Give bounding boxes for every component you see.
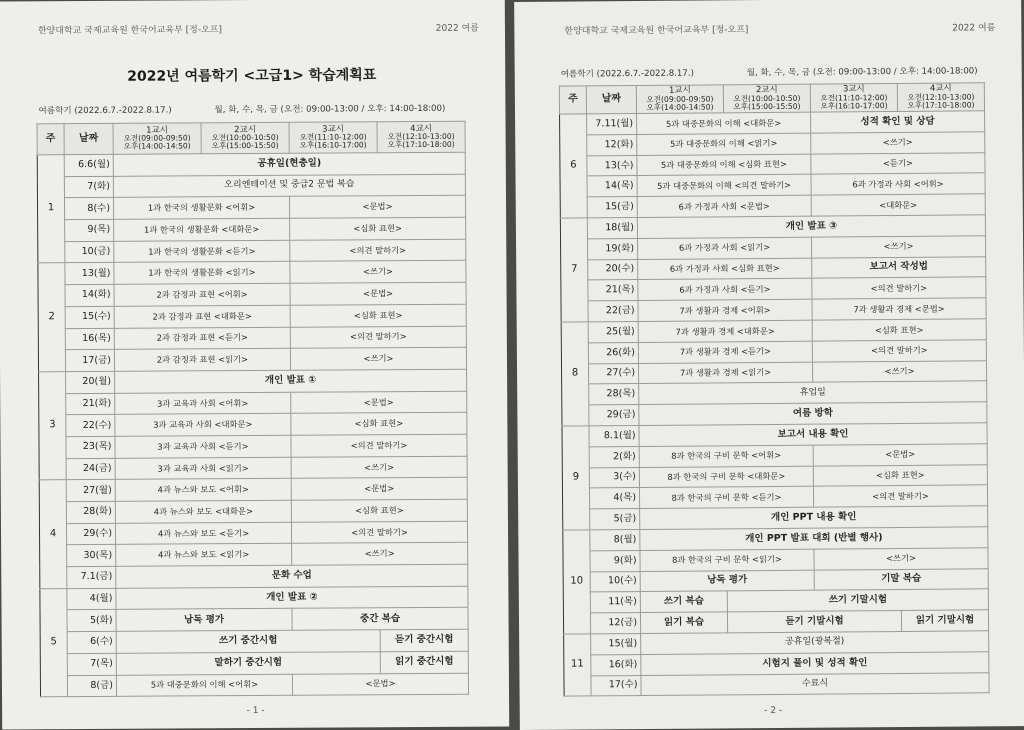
period-2-header: 2교시 오전(10:00-10:50) 오후(15:00-15:50) xyxy=(723,84,810,113)
table-row xyxy=(37,196,465,220)
table-row xyxy=(38,239,466,263)
lesson-cell: <대화문> xyxy=(811,194,985,216)
lesson-cell: 낭독 평가 xyxy=(116,609,292,632)
table-row xyxy=(40,673,468,697)
date-cell: 4(월) xyxy=(67,588,116,610)
lesson-cell: 8과 한국의 구비 문학 <대화문> xyxy=(639,466,813,488)
table-row xyxy=(37,152,465,176)
date-cell: 21(화) xyxy=(66,393,115,415)
exam-cell: 쓰기 중간시험 xyxy=(116,630,380,653)
date-cell: 7.11(월) xyxy=(587,114,637,135)
event-cell: 보고서 작성법 xyxy=(812,256,986,278)
lesson-cell: 6과 가정과 사회 <어휘> xyxy=(811,173,985,195)
date-cell: 9(목) xyxy=(65,219,114,241)
event-cell: 성적 확인 및 상담 xyxy=(811,111,985,133)
season-header: 2022 여름 xyxy=(952,23,996,34)
schedule-page-2 xyxy=(514,0,1024,730)
date-cell: 30(목) xyxy=(67,545,116,567)
week-number: 7 xyxy=(560,218,588,322)
lesson-cell: 3과 교육과 사회 <읽기> xyxy=(115,457,291,480)
date-cell: 19(화) xyxy=(588,238,638,259)
lesson-cell: <심화 표현> xyxy=(290,304,466,327)
period-1-header: 1교시 오전(09:00-09:50) 오후(14:00-14:50) xyxy=(113,123,201,155)
exam-cell: 읽기 중간시험 xyxy=(380,651,468,673)
date-cell: 27(월) xyxy=(66,480,115,502)
week-number: 2 xyxy=(38,263,66,372)
date-cell: 8(월) xyxy=(590,529,640,550)
date-cell: 22(수) xyxy=(66,415,115,437)
lesson-cell: 4과 뉴스와 보도 <듣기> xyxy=(115,522,291,545)
table-row xyxy=(38,326,466,350)
table-row xyxy=(39,369,467,393)
page-number: - 1 - xyxy=(246,705,265,717)
schedule-page-1 xyxy=(0,0,509,730)
date-cell: 16(화) xyxy=(591,654,641,675)
lesson-cell: 4과 뉴스와 보도 <대화문> xyxy=(115,500,291,523)
date-cell: 22(금) xyxy=(588,301,638,322)
date-cell: 6.6(월) xyxy=(64,154,113,176)
event-cell: 개인 발표 ③ xyxy=(637,215,985,239)
date-cell: 24(금) xyxy=(66,458,115,480)
lesson-cell: <쓰기> xyxy=(290,261,466,284)
lesson-cell: 3과 교육과 사회 <어휘> xyxy=(115,392,291,415)
date-cell: 3(수) xyxy=(589,467,639,488)
date-cell: 4(목) xyxy=(589,488,639,509)
event-cell: 시험지 풀이 및 성적 확인 xyxy=(641,652,989,676)
date-cell: 25(월) xyxy=(588,322,638,343)
date-cell: 12(화) xyxy=(587,134,637,155)
table-row xyxy=(39,391,467,415)
week-number: 9 xyxy=(562,426,590,530)
term-hours: 월, 화, 수, 목, 금 (오전: 09:00-13:00 / 오후: 14:00-18:00) xyxy=(214,103,446,116)
table-row xyxy=(39,434,467,458)
lesson-cell: 7과 생활과 경제 <듣기> xyxy=(638,341,812,363)
lesson-cell: <의견 말하기> xyxy=(291,521,467,544)
period-1-header: 1교시 오전(09:00-09:50) 오후(14:00-14:50) xyxy=(636,85,723,114)
date-cell: 6(수) xyxy=(67,631,116,653)
date-cell: 7(화) xyxy=(64,176,113,198)
lesson-cell: <쓰기> xyxy=(812,236,986,258)
date-cell: 12(금) xyxy=(590,613,640,634)
term-hours: 월, 화, 수, 목, 금 (오전: 09:00-13:00 / 오후: 14:00-18:00) xyxy=(746,66,978,79)
date-header: 날짜 xyxy=(586,86,636,114)
table-row xyxy=(40,564,468,588)
date-cell: 28(목) xyxy=(589,384,639,405)
lesson-cell: 4과 뉴스와 보도 <읽기> xyxy=(116,544,292,567)
page-number: - 2 - xyxy=(764,705,783,717)
lesson-cell: <쓰기> xyxy=(290,347,466,370)
period-2-header: 2교시 오전(10:00-10:50) 오후(15:00-15:50) xyxy=(201,122,289,154)
lesson-cell: 6과 가정과 사회 <심화 표현> xyxy=(638,258,812,280)
date-cell: 14(목) xyxy=(587,176,637,197)
event-cell: 공휴일(광복절) xyxy=(641,631,989,655)
lesson-cell: <쓰기> xyxy=(291,456,467,479)
lesson-cell: 2과 감정과 표현 <읽기> xyxy=(114,348,290,371)
event-cell: 읽기 복습 xyxy=(640,612,727,633)
table-row xyxy=(39,521,467,545)
table-row xyxy=(39,499,467,523)
date-cell: 5(화) xyxy=(67,610,116,632)
lesson-cell: <의견 말하기> xyxy=(291,434,467,457)
date-cell: 27(수) xyxy=(588,363,638,384)
lesson-cell: <의견 말하기> xyxy=(812,340,986,362)
date-cell: 20(월) xyxy=(66,371,115,393)
week-number: 6 xyxy=(560,114,588,218)
table-row xyxy=(38,282,466,306)
schedule-table-1 xyxy=(37,121,469,698)
table-row xyxy=(39,456,467,480)
period-3-header: 3교시 오전(11:10-12:00) 오후(16:10-17:00) xyxy=(289,122,377,154)
lesson-cell: 7과 생활과 경제 <읽기> xyxy=(638,362,812,384)
date-cell: 10(수) xyxy=(590,571,640,592)
date-cell: 10(금) xyxy=(65,241,114,263)
lesson-cell: 6과 가정과 사회 <읽기> xyxy=(638,237,812,259)
date-cell: 2(화) xyxy=(589,446,639,467)
lesson-cell: 5과 대중문화의 이해 <심화 표현> xyxy=(637,154,811,176)
lesson-cell: <의견 말하기> xyxy=(812,277,986,299)
date-cell: 20(수) xyxy=(588,259,638,280)
table-row xyxy=(38,261,466,285)
lesson-cell: <의견 말하기> xyxy=(813,485,987,507)
lesson-cell: <문법> xyxy=(290,282,466,305)
date-cell: 18(월) xyxy=(587,218,637,239)
event-cell: 수료식 xyxy=(641,672,989,696)
exam-cell: 말하기 중간시험 xyxy=(116,652,380,675)
table-row xyxy=(38,304,466,328)
date-cell: 17(수) xyxy=(591,675,641,696)
event-cell: 개인 PPT 내용 확인 xyxy=(640,506,988,530)
lesson-cell: <의견 말하기> xyxy=(290,326,466,349)
lesson-cell: 4과 뉴스와 보도 <어휘> xyxy=(115,479,291,502)
event-cell: 개인 발표 ② xyxy=(116,586,468,610)
date-cell: 8(금) xyxy=(67,675,116,697)
lesson-cell: 6과 가정과 사회 <듣기> xyxy=(638,279,812,301)
lesson-cell: <듣기> xyxy=(811,152,985,174)
week-header: 주 xyxy=(559,86,586,114)
lesson-cell: <심화 표현> xyxy=(812,319,986,341)
week-number: 4 xyxy=(39,480,67,589)
lesson-cell: <쓰기> xyxy=(292,543,468,566)
exam-cell: 쓰기 기말시험 xyxy=(727,589,988,612)
date-cell: 13(월) xyxy=(65,263,114,285)
date-cell: 28(화) xyxy=(66,501,115,523)
term-dates: 여름학기 (2022.6.7.-2022.8.17.) xyxy=(560,68,694,80)
lesson-cell: 5과 대중문화의 이해 <어휘> xyxy=(116,674,292,697)
lesson-cell: 2과 감정과 표현 <어휘> xyxy=(114,283,290,306)
lesson-cell: 5과 대중문화의 이해 <대화문> xyxy=(637,112,811,134)
date-cell: 9(화) xyxy=(590,550,640,571)
date-cell: 13(수) xyxy=(587,155,637,176)
lesson-cell: 중간 복습 xyxy=(292,608,468,631)
date-cell: 29(금) xyxy=(589,405,639,426)
date-cell: 26(화) xyxy=(588,342,638,363)
lesson-cell: 8과 한국의 구비 문학 <읽기> xyxy=(640,549,814,571)
lesson-cell: <의견 말하기> xyxy=(290,239,466,262)
date-cell: 15(월) xyxy=(591,633,641,654)
date-cell: 8(수) xyxy=(64,198,113,220)
week-number: 11 xyxy=(564,634,591,697)
date-cell: 16(목) xyxy=(65,328,114,350)
lesson-cell: 1과 한국의 생활문화 <어휘> xyxy=(113,197,289,220)
event-cell: 기말 복습 xyxy=(814,568,988,590)
lesson-cell: 7과 생활과 경제 <문법> xyxy=(812,298,986,320)
date-cell: 17(금) xyxy=(65,350,114,372)
table-row xyxy=(40,651,468,675)
event-cell: 문화 수업 xyxy=(116,564,468,588)
table-row xyxy=(40,543,468,567)
week-number: 8 xyxy=(561,322,589,426)
lesson-cell: 1과 한국의 생활문화 <읽기> xyxy=(114,262,290,285)
table-row xyxy=(40,586,468,610)
week-number: 10 xyxy=(563,530,591,634)
event-cell: 여름 방학 xyxy=(639,402,987,426)
term-dates: 여름학기 (2022.6.7.-2022.8.17.) xyxy=(38,105,172,117)
table-row xyxy=(40,608,468,632)
date-cell: 23(목) xyxy=(66,436,115,458)
week-number: 5 xyxy=(40,588,68,697)
lesson-cell: 8과 한국의 구비 문학 <어휘> xyxy=(639,445,813,467)
event-cell: 휴업일 xyxy=(639,381,987,405)
institution-header: 한양대학교 국제교육원 한국어교육부 [정-오프] xyxy=(564,25,749,37)
lesson-cell: 5과 대중문화의 이해 <의견 말하기> xyxy=(637,175,811,197)
table-row xyxy=(37,174,465,198)
lesson-cell: <문법> xyxy=(289,196,465,219)
page-title: 2022년 여름학기 <고급1> 학습계획표 xyxy=(127,67,377,85)
period-4-header: 4교시 오전(12:10-13:00) 오후(17:10-18:00) xyxy=(897,83,984,112)
lesson-cell: 3과 교육과 사회 <대화문> xyxy=(115,414,291,437)
lesson-cell: 8과 한국의 구비 문학 <듣기> xyxy=(639,487,813,509)
date-cell: 5(금) xyxy=(590,509,640,530)
table-row xyxy=(39,478,467,502)
table-row xyxy=(38,217,466,241)
lesson-cell: 7과 생활과 경제 <어휘> xyxy=(638,299,812,321)
event-cell: 공휴일(현충일) xyxy=(113,152,465,176)
event-cell: 오리엔테이션 및 중급2 문법 복습 xyxy=(113,174,465,198)
week-header: 주 xyxy=(37,124,64,155)
period-3-header: 3교시 오전(11:10-12:00) 오후(16:10-17:00) xyxy=(810,83,897,112)
date-cell: 8.1(월) xyxy=(589,425,639,446)
event-cell: 개인 PPT 발표 대회 (반별 행사) xyxy=(640,527,988,551)
week-number: 1 xyxy=(37,155,65,264)
lesson-cell: <심화 표현> xyxy=(813,464,987,486)
lesson-cell: <심화 표현> xyxy=(290,217,466,240)
date-cell: 11(목) xyxy=(590,592,640,613)
date-cell: 21(목) xyxy=(588,280,638,301)
lesson-cell: 3과 교육과 사회 <듣기> xyxy=(115,435,291,458)
season-header: 2022 여름 xyxy=(435,23,479,34)
table-row xyxy=(564,672,989,696)
lesson-cell: <심화 표현> xyxy=(291,412,467,435)
date-header: 날짜 xyxy=(64,123,113,154)
lesson-cell: <문법> xyxy=(292,673,468,696)
lesson-cell: 2과 감정과 표현 <듣기> xyxy=(114,327,290,350)
date-cell: 15(수) xyxy=(65,306,114,328)
lesson-cell: 6과 가정과 사회 <문법> xyxy=(637,195,811,217)
date-cell: 29(수) xyxy=(66,523,115,545)
lesson-cell: <쓰기> xyxy=(814,548,988,570)
lesson-cell: <심화 표현> xyxy=(291,499,467,522)
week-number: 3 xyxy=(39,372,67,481)
event-cell: 개인 발표 ① xyxy=(115,369,467,393)
exam-cell: 읽기 기말시험 xyxy=(901,610,988,631)
lesson-cell: <쓰기> xyxy=(812,360,986,382)
lesson-cell: 1과 한국의 생활문화 <대화문> xyxy=(114,218,290,241)
exam-cell: 듣기 기말시험 xyxy=(727,611,901,633)
date-cell: 7.1(금) xyxy=(67,566,116,588)
lesson-cell: 5과 대중문화의 이해 <읽기> xyxy=(637,133,811,155)
table-row xyxy=(38,347,466,371)
table-header-row xyxy=(37,121,465,155)
period-4-header: 4교시 오전(12:10-13:00) 오후(17:10-18:00) xyxy=(377,121,465,153)
lesson-cell: <문법> xyxy=(813,444,987,466)
event-cell: 쓰기 복습 xyxy=(640,591,727,612)
lesson-cell: <쓰기> xyxy=(811,132,985,154)
lesson-cell: 2과 감정과 표현 <대화문> xyxy=(114,305,290,328)
institution-header: 한양대학교 국제교육원 한국어교육부 [정-오프] xyxy=(37,25,223,37)
schedule-table-2 xyxy=(559,82,990,697)
table-row xyxy=(39,412,467,436)
exam-cell: 듣기 중간시험 xyxy=(380,629,468,651)
date-cell: 15(금) xyxy=(587,197,637,218)
date-cell: 14(화) xyxy=(65,284,114,306)
lesson-cell: 1과 한국의 생활문화 <듣기> xyxy=(114,240,290,263)
lesson-cell: 7과 생활과 경제 <대화문> xyxy=(638,320,812,342)
lesson-cell: <문법> xyxy=(291,478,467,501)
lesson-cell: <문법> xyxy=(291,391,467,414)
table-header-row xyxy=(559,83,984,114)
date-cell: 7(목) xyxy=(67,653,116,675)
event-cell: 보고서 내용 확인 xyxy=(639,423,987,447)
table-row xyxy=(40,629,468,653)
exam-cell: 낭독 평가 xyxy=(640,570,814,592)
